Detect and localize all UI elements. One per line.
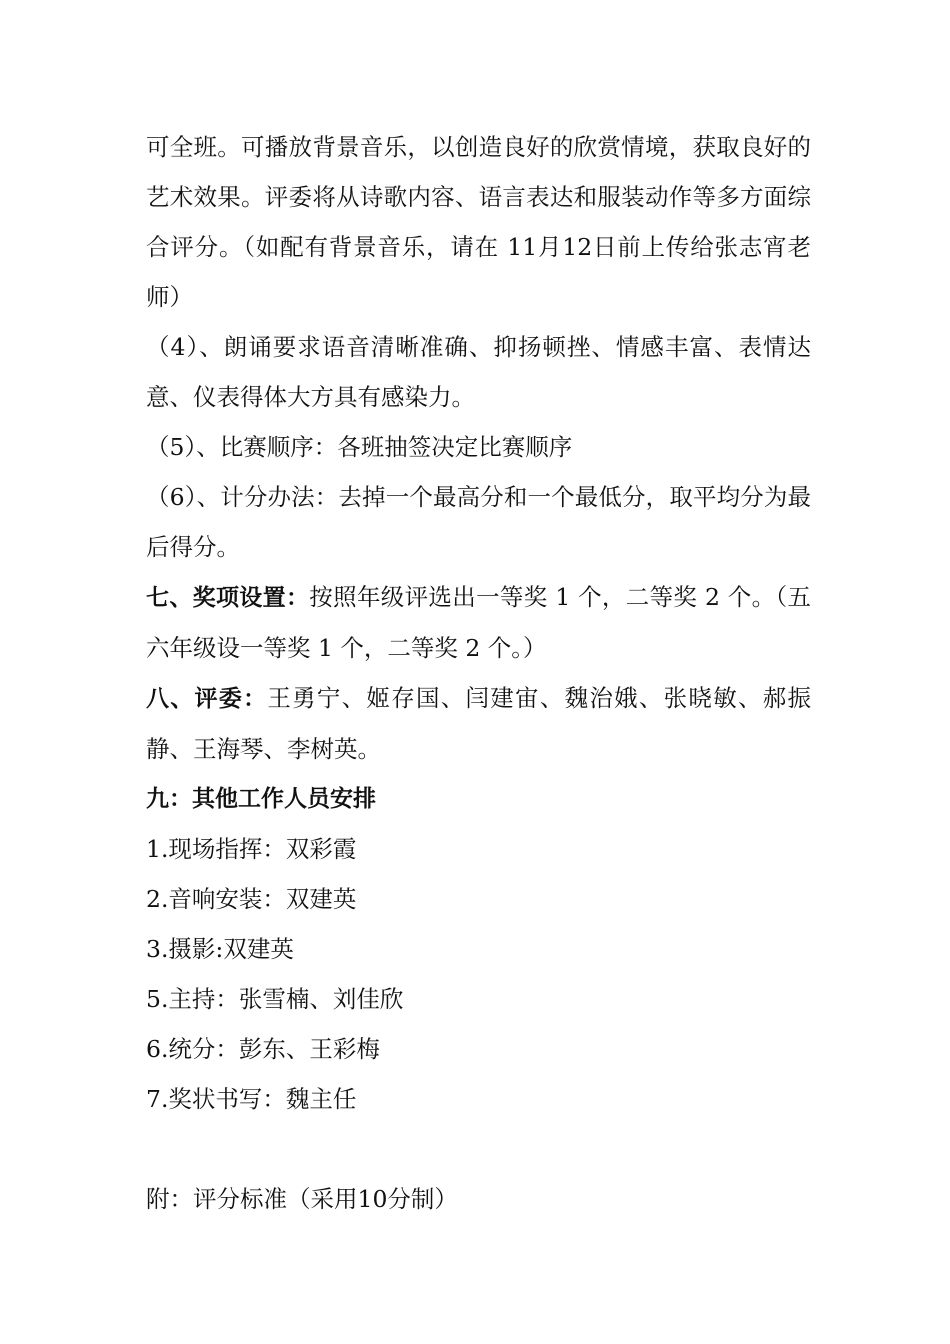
document-body: [146, 122, 811, 1224]
paragraph-recitation-format: 可全班。可播放背景音乐，以创造良好的欣赏情境，获取良好的艺术效果。评委将从诗歌内容、语言表达和服装动作等多方面综合评分。（如配有背景音乐，请在 11月12日前上传给张志宵老师）: [146, 133, 811, 311]
staff-item-host: 5.主持：张雪楠、刘佳欣: [146, 985, 404, 1013]
paragraph-scoring-method: （6）、计分办法：去掉一个最高分和一个最低分，取平均分为最后得分。: [146, 483, 811, 561]
judges-section: [146, 673, 811, 774]
awards-text: 按照年级评选出一等奖 1 个，二等奖 2 个。（五六年级设一等奖 1 个，二等奖 2 个。）: [146, 583, 812, 662]
appendix-line: 附：评分标准（采用10分制）: [146, 1185, 458, 1213]
awards-section: [146, 572, 811, 673]
staff-item-commander: 1.现场指挥：双彩霞: [146, 835, 357, 863]
staff-heading: 九：其他工作人员安排: [146, 786, 376, 812]
staff-item-certificates: 7.奖状书写：魏主任: [146, 1085, 357, 1113]
staff-item-photography: 3.摄影:双建英: [146, 935, 294, 963]
paragraph-competition-order: （5）、比赛顺序：各班抽签决定比赛顺序: [146, 433, 573, 461]
awards-label: 七、奖项设置：: [146, 585, 310, 611]
staff-item-sound: 2.音响安装：双建英: [146, 885, 357, 913]
paragraph-recitation-requirements: （4）、朗诵要求语音清晰准确、抑扬顿挫、情感丰富、表情达意、仪表得体大方具有感染力。: [146, 333, 811, 411]
judges-text: 王勇宁、姬存国、闫建宙、魏治娥、张晓敏、郝振静、王海琴、李树英。: [146, 684, 812, 763]
judges-label: 八、评委：: [146, 686, 268, 712]
staff-item-scoring: 6.统分：彭东、王彩梅: [146, 1035, 380, 1063]
blank-line: [146, 1124, 811, 1174]
